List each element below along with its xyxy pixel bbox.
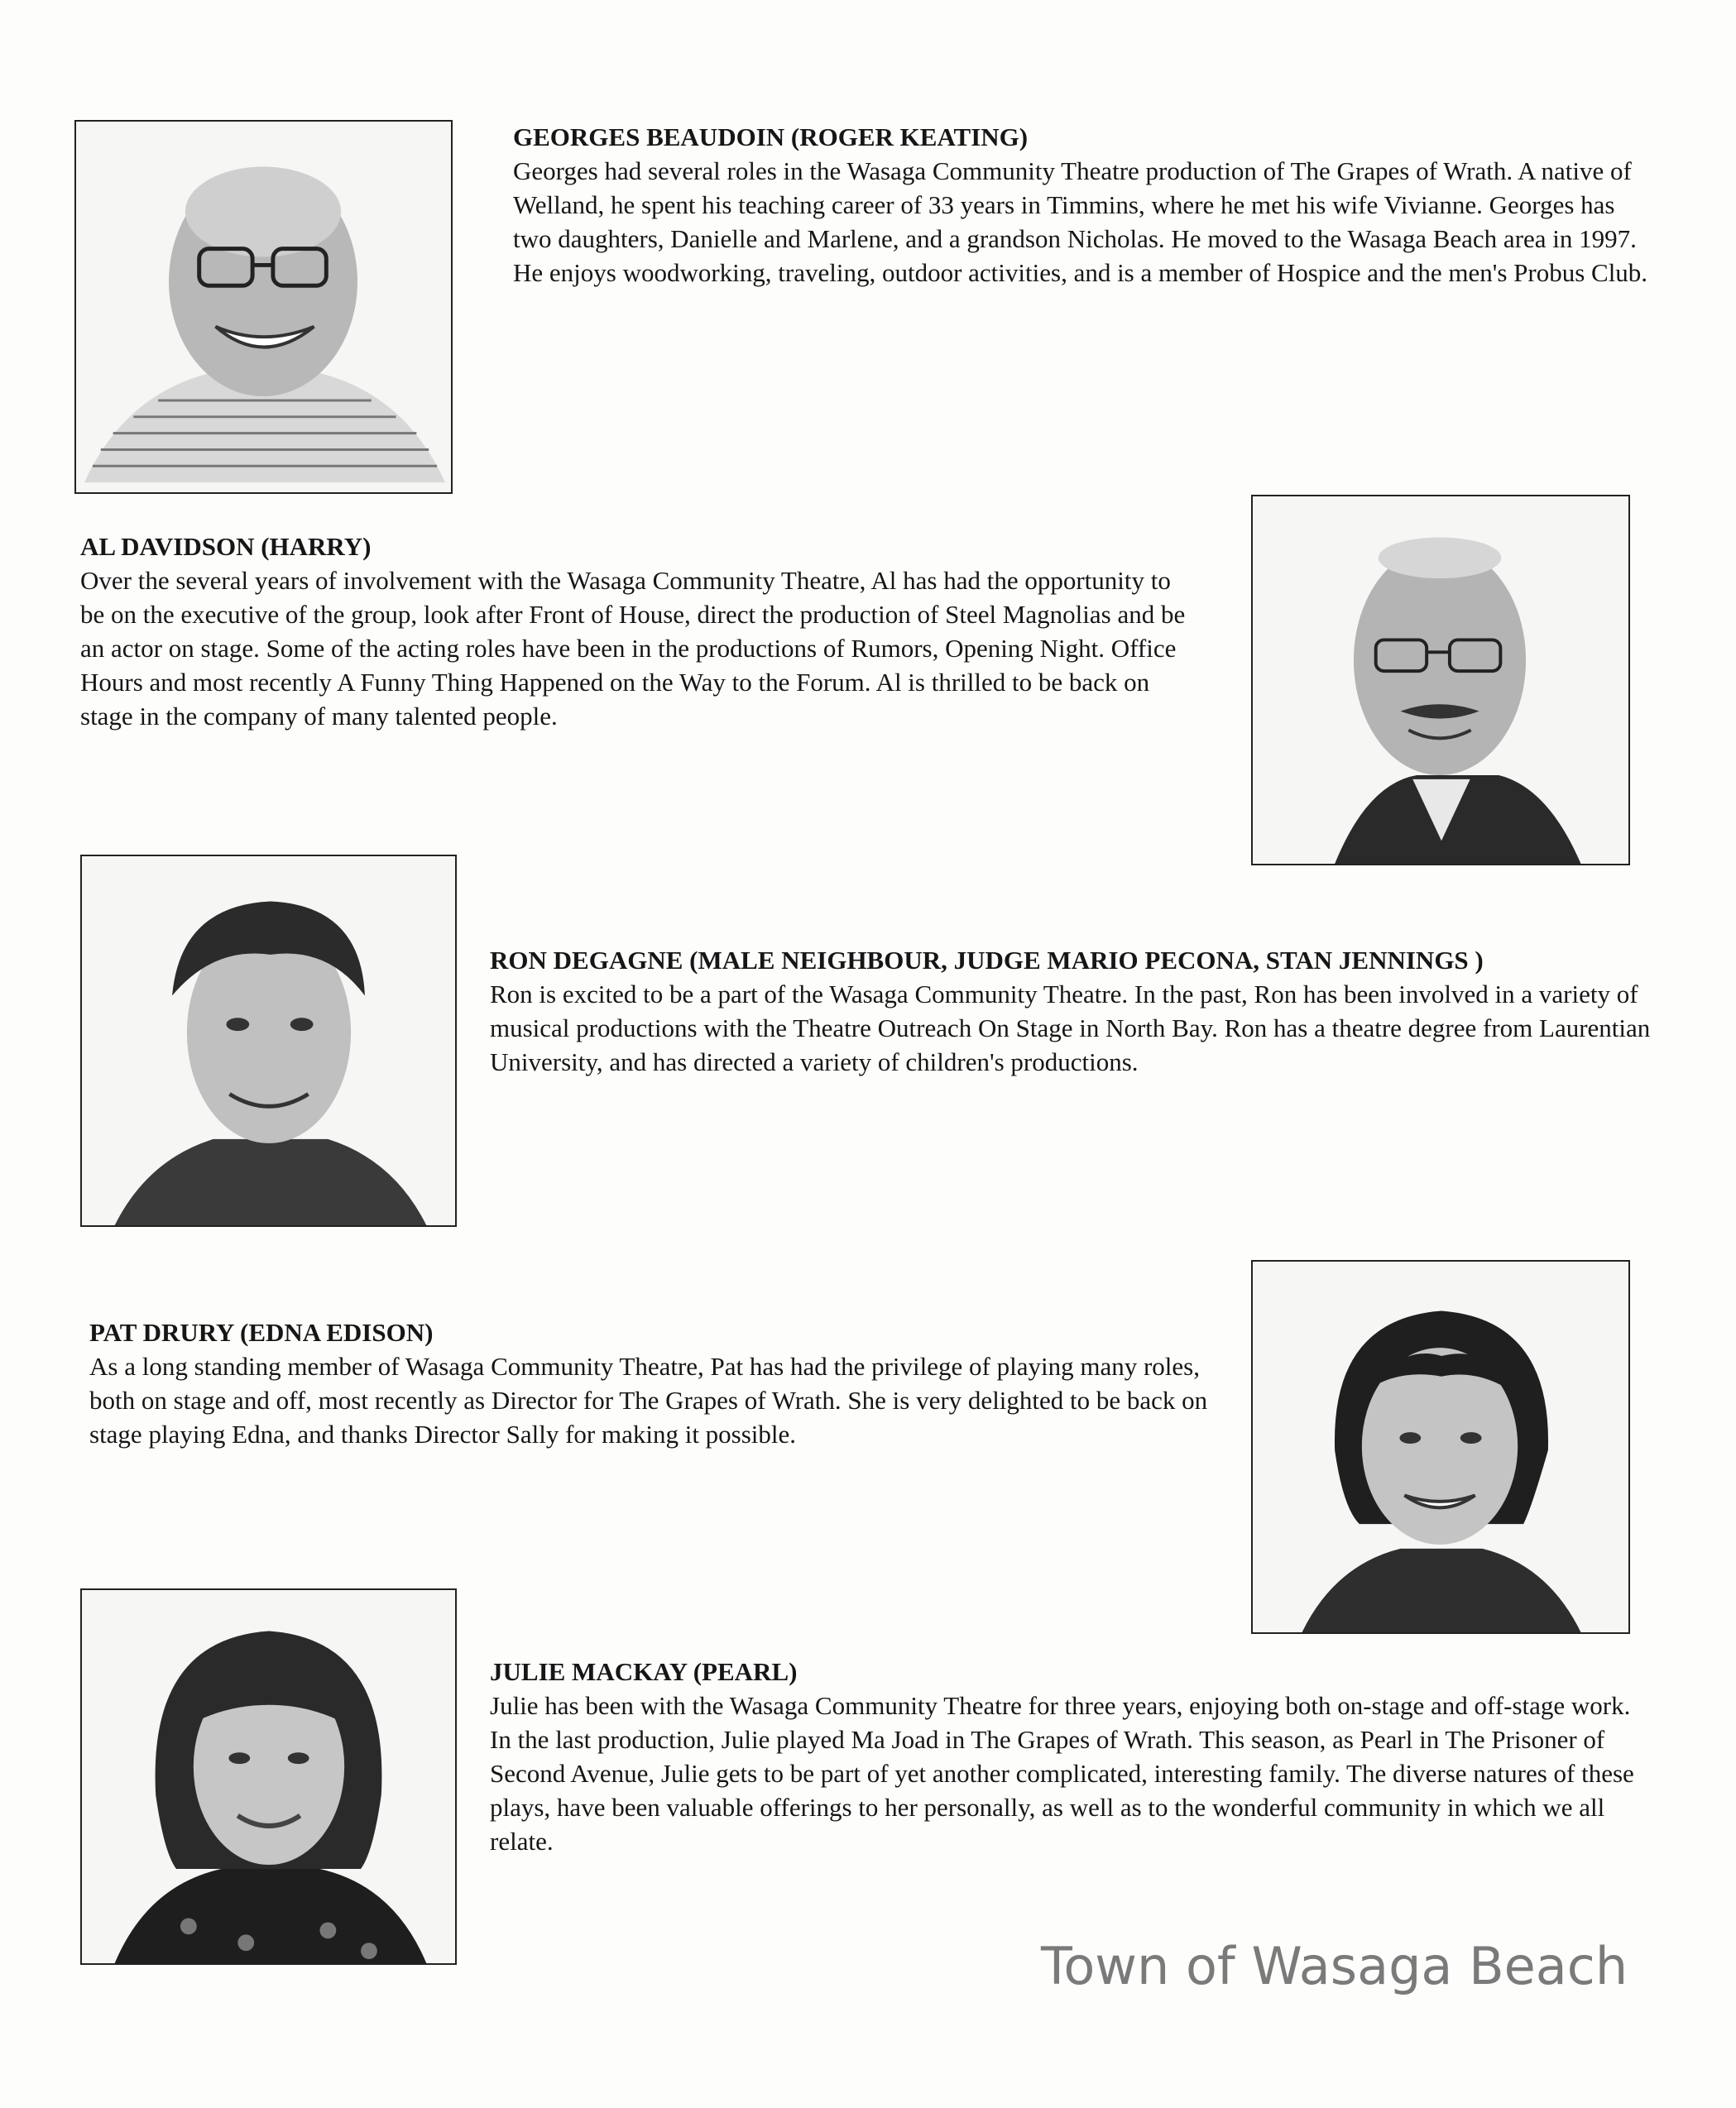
- bio-name: JULIE MACKAY (PEARL): [490, 1657, 798, 1686]
- bio-text: Georges had several roles in the Wasaga Community Theatre production of The Grapes of Wrath. A native of Welland, he spent his teaching career of 33 years in Timmins, where he met his wife Vivianne. Georges has two daughters, Danielle and Marlene, and a grandson Nicholas. He moved to the Wasaga Beach area in 1997. He enjoys woodworking, traveling, outdoor activities, and is a member of Hospice and the men's Probus Club.: [513, 156, 1648, 287]
- portrait-man-glasses: [76, 122, 451, 492]
- bio-pat-drury: [89, 1315, 1231, 1451]
- bio-name: GEORGES BEAUDOIN (ROGER KEATING): [513, 122, 1029, 151]
- bio-name: AL DAVIDSON (HARRY): [80, 532, 372, 561]
- portrait-woman-short-hair: [1253, 1262, 1628, 1632]
- photo-pat-drury: [1251, 1260, 1630, 1634]
- bio-text: Julie has been with the Wasaga Community Theatre for three years, enjoying both on-stage and off-stage work. In the last production, Julie played Ma Joad in The Grapes of Wrath. This season, as Pearl in The Prisoner of Second Avenue, Julie gets to be part of yet another complicated, interesting family. The diverse natures of these plays, have been valuable offerings to her personally, as well as to the wonderful community in which we all relate.: [490, 1691, 1634, 1856]
- bio-text: Ron is excited to be a part of the Wasaga Community Theatre. In the past, Ron has been involved in a variety of musical productions with the Theatre Outreach On Stage in North Bay. Ron has a theatre degree from Laurentian University, and has directed a variety of children's productions.: [490, 980, 1651, 1076]
- bio-text: Over the several years of involvement with the Wasaga Community Theatre, Al has had the opportunity to be on the executive of the group, look after Front of House, direct the production of Steel Magnolias and be an actor on stage. Some of the acting roles have been in the productions of Rumors, Opening Night. Office Hours and most recently A Funny Thing Happened on the Way to the Forum. Al is thrilled to be back on stage in the company of many talented people.: [80, 566, 1186, 731]
- bio-text: As a long standing member of Wasaga Community Theatre, Pat has had the privilege of playing many roles, both on stage and off, most recently as Director for The Grapes of Wrath. She is very delighted to be back on stage playing Edna, and thanks Director Sally for making it possible.: [89, 1352, 1208, 1449]
- bio-name: RON DEGAGNE (MALE NEIGHBOUR, JUDGE MARIO PECONA, STAN JENNINGS ): [490, 946, 1484, 975]
- portrait-young-man: [82, 856, 455, 1225]
- photo-ron-degagne: [80, 855, 457, 1227]
- watermark: Town of Wasaga Beach: [1041, 1936, 1628, 1996]
- portrait-woman-bangs: [82, 1590, 455, 1963]
- bio-georges-beaudoin: [513, 120, 1655, 290]
- bio-ron-degagne: [490, 943, 1657, 1079]
- portrait-man-mustache: [1253, 496, 1628, 864]
- photo-al-davidson: [1251, 495, 1630, 865]
- bio-name: PAT DRURY (EDNA EDISON): [89, 1318, 434, 1347]
- bio-julie-mackay: [490, 1655, 1657, 1858]
- bio-al-davidson: [80, 529, 1193, 733]
- photo-georges-beaudoin: [74, 120, 453, 494]
- photo-julie-mackay: [80, 1588, 457, 1965]
